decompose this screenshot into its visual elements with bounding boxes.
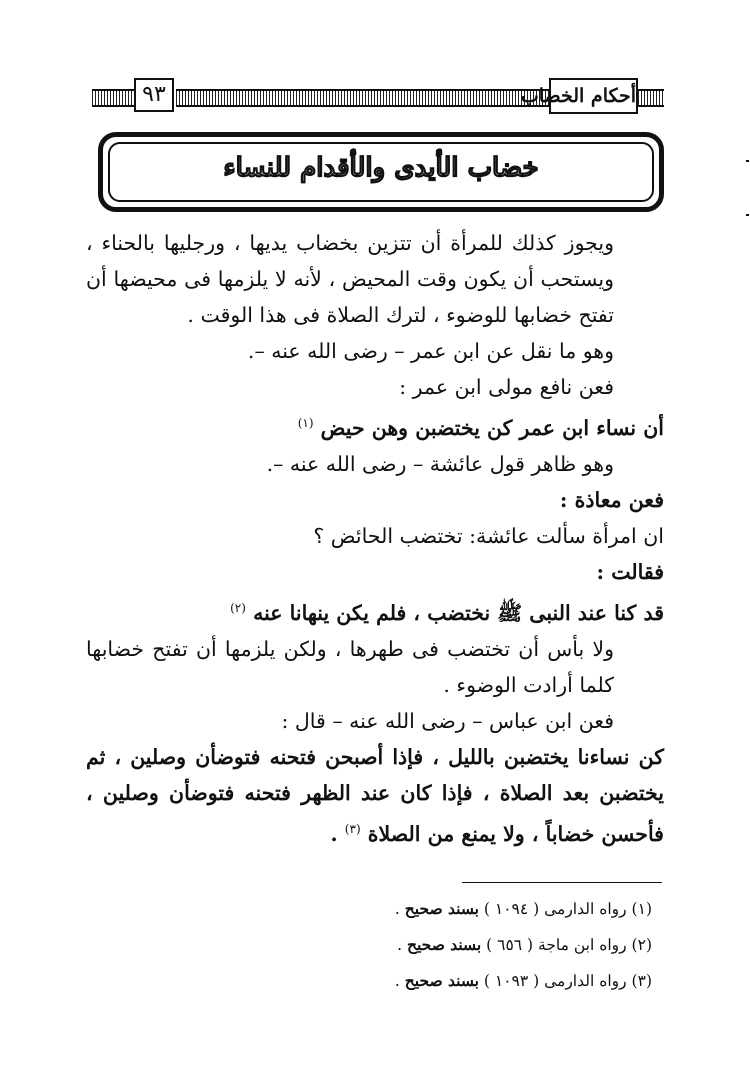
- footnote-ref-1: (١): [297, 416, 314, 430]
- footnote-3: [86, 963, 652, 999]
- footnote-divider: [462, 882, 662, 883]
- footnote-3-grade: بسند صحيح: [404, 971, 479, 990]
- paragraph-11: فعن ابن عباس – رضى الله عنه – قال :: [281, 709, 614, 733]
- paragraph-6: فعن معاذة :: [559, 488, 664, 512]
- footnote-2-end: .: [397, 936, 403, 954]
- header-ornament-left: [92, 89, 134, 107]
- chapter-title: خضاب الأيدى والأقدام للنساء: [223, 153, 539, 183]
- header-ornament-middle: [176, 89, 549, 107]
- footnote-3-ref: (٣): [631, 972, 652, 990]
- footnote-2-ref: (٢): [631, 936, 652, 954]
- paragraph-3: فعن نافع مولى ابن عمر :: [399, 375, 614, 399]
- footnotes: [86, 891, 652, 999]
- footnote-2: [86, 927, 652, 963]
- footnote-1-ref: (١): [631, 900, 652, 918]
- footnote-1-grade: بسند صحيح: [404, 899, 479, 918]
- hadith-quote-1-text: أن نساء ابن عمر كن يختضبن وهن حيض: [320, 416, 664, 440]
- body-text: [86, 225, 664, 852]
- hadith-quote-3-end: .: [330, 822, 338, 846]
- hadith-quote-3-text: كن نساءنا يختضبن بالليل ، فإذا أصبحن فتحنه فتوضأن وصلين ، ثم يختضبن بعد الصلاة ، فإذا كان عند الظهر فتحنه فتوضأن وصلين ، فأحسن خضاباً ، ولا يمنع من الصلاة: [86, 745, 664, 846]
- hadith-quote-3: [86, 739, 664, 852]
- chapter-frame: [98, 132, 664, 212]
- paragraph-10: ولا بأس أن تختضب فى طهرها ، ولكن يلزمها أن تفتح خضابها كلما أرادت الوضوء .: [86, 637, 614, 697]
- paragraph-8: فقالت :: [596, 560, 664, 584]
- footnote-ref-3: (٣): [344, 822, 361, 836]
- hadith-quote-2: [86, 590, 664, 631]
- running-header: [92, 78, 664, 118]
- paragraph-5: وهو ظاهر قول عائشة – رضى الله عنه –.: [266, 452, 614, 476]
- footnote-2-grade: بسند صحيح: [407, 935, 482, 954]
- scan-edge-mark: [746, 160, 749, 162]
- footnote-1-end: .: [394, 900, 400, 918]
- footnote-3-text: رواه الدارمى ( ١٠٩٣ ): [483, 972, 627, 990]
- paragraph-2: وهو ما نقل عن ابن عمر – رضى الله عنه –.: [247, 339, 614, 363]
- paragraph-7: ان امرأة سألت عائشة: تختضب الحائض ؟: [313, 524, 664, 548]
- scan-edge-mark: [746, 214, 749, 216]
- footnote-1-text: رواه الدارمى ( ١٠٩٤ ): [483, 900, 627, 918]
- footnote-ref-2: (٢): [230, 601, 246, 615]
- page-number: ٩٣: [134, 78, 174, 112]
- footnote-3-end: .: [394, 972, 400, 990]
- hadith-quote-1: [86, 405, 664, 446]
- header-ornament-right: [638, 89, 664, 107]
- footnote-2-text: رواه ابن ماجة ( ٦٥٦ ): [486, 936, 627, 954]
- paragraph-1: ويجوز كذلك للمرأة أن تتزين بخضاب يديها ، ورجليها بالحناء ، ويستحب أن يكون وقت المحيض ، لأنه لا يلزمها فى محيضها أن تفتح خضابها للوضوء ، لترك الصلاة فى هذا الوقت .: [86, 231, 614, 327]
- footnote-1: [86, 891, 652, 927]
- book-title: أحكام الخضاب: [549, 78, 638, 114]
- hadith-quote-2-text: قد كنا عند النبى ﷺ نختضب ، فلم يكن ينهانا عنه: [253, 601, 664, 625]
